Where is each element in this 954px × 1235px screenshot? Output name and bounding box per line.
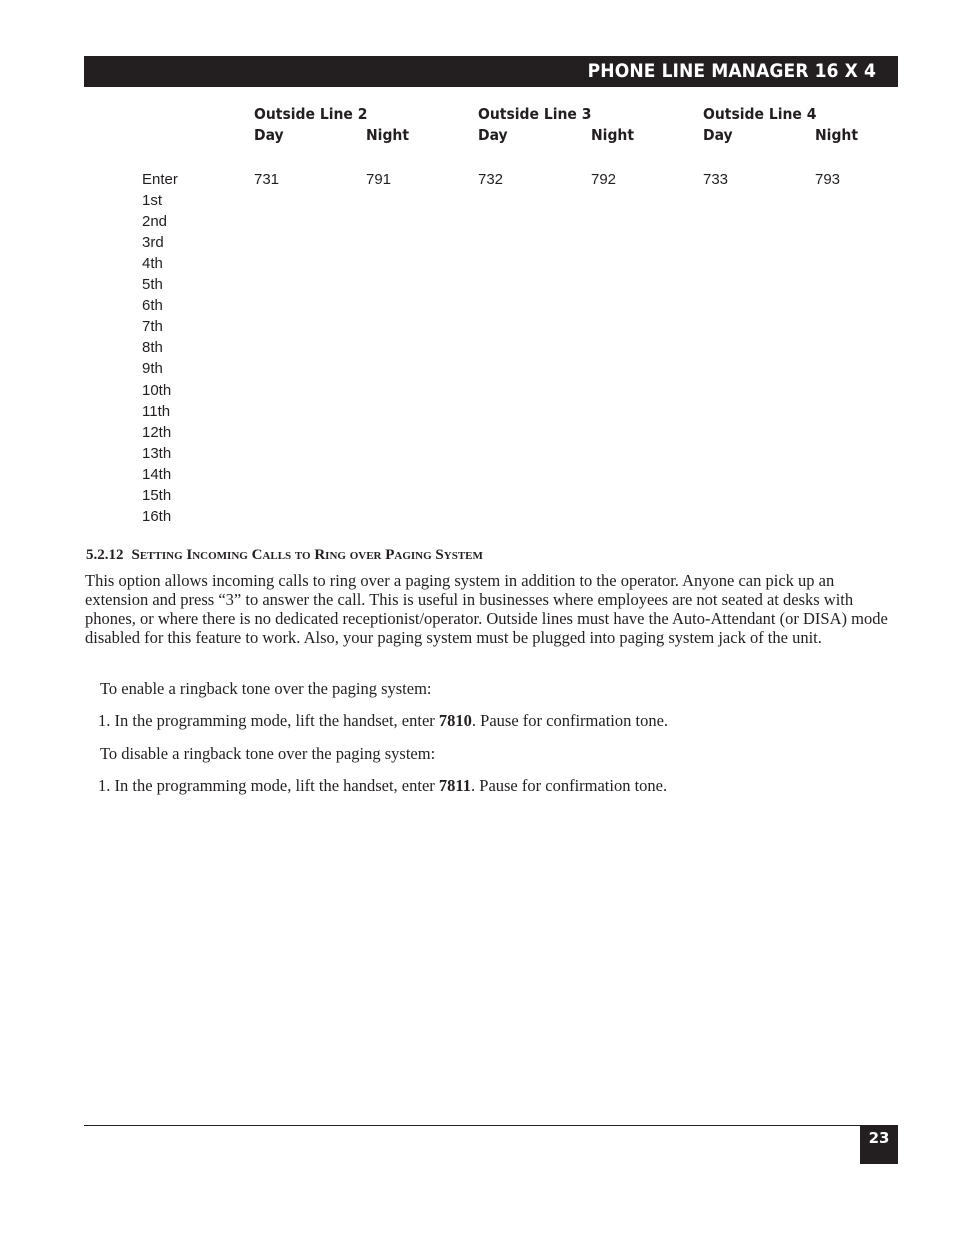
row-label: 5th bbox=[142, 276, 163, 293]
enable-step-prefix: 1. In the programming mode, lift the handset, enter bbox=[98, 711, 439, 730]
row-label: 9th bbox=[142, 360, 163, 377]
row-label: 13th bbox=[142, 445, 172, 462]
line-2-header: Outside Line 2 bbox=[254, 105, 368, 123]
line-3-day-header: Day bbox=[478, 126, 508, 144]
line-4-day-enter-code: 733 bbox=[703, 171, 729, 188]
line-4-night-header: Night bbox=[815, 126, 859, 144]
line-2-day-header: Day bbox=[254, 126, 284, 144]
section-paragraph: This option allows incoming calls to ring over a paging system in addition to the operator. Anyone can pick up an extension and press “3” to answer the call. This is useful in businesses where employees are not seated at desks with phones, or where there is no dedicated receptionist/operator. Outside lines must have the Auto-Attendant (or DISA) mode disabled for this feature to work. Also, your paging system must be plugged into paging system jack of the unit. bbox=[85, 571, 888, 647]
section-heading bbox=[86, 547, 483, 564]
disable-code: 7811 bbox=[438, 776, 472, 795]
line-3-header: Outside Line 3 bbox=[478, 105, 592, 123]
row-label: 3rd bbox=[142, 234, 164, 251]
row-label: 2nd bbox=[142, 213, 168, 230]
header-bar bbox=[84, 56, 898, 87]
line-4-header: Outside Line 4 bbox=[703, 105, 817, 123]
enable-step bbox=[98, 711, 668, 731]
disable-intro: To disable a ringback tone over the paging system: bbox=[100, 744, 436, 763]
section-title: Setting Incoming Calls to Ring over Paging System bbox=[131, 547, 483, 563]
disable-step-prefix: 1. In the programming mode, lift the handset, enter bbox=[98, 776, 439, 795]
footer-rule bbox=[84, 1125, 898, 1126]
line-2-night-header: Night bbox=[366, 126, 410, 144]
line-3-night-enter-code: 792 bbox=[591, 171, 617, 188]
disable-step-suffix: . Pause for confirmation tone. bbox=[471, 776, 668, 795]
enable-step-suffix: . Pause for confirmation tone. bbox=[471, 711, 669, 730]
row-label: 6th bbox=[142, 297, 163, 314]
page-number: 23 bbox=[868, 1129, 890, 1147]
page-number-box bbox=[860, 1125, 898, 1164]
enable-code: 7810 bbox=[438, 711, 472, 730]
section-number: 5.2.12 bbox=[86, 547, 124, 563]
row-label-enter: Enter bbox=[142, 171, 178, 188]
row-label: 4th bbox=[142, 255, 163, 272]
row-label: 12th bbox=[142, 424, 172, 441]
row-label: 7th bbox=[142, 318, 163, 335]
line-2-day-enter-code: 731 bbox=[254, 171, 280, 188]
line-3-day-enter-code: 732 bbox=[478, 171, 504, 188]
line-4-night-enter-code: 793 bbox=[815, 171, 841, 188]
row-label: 14th bbox=[142, 466, 172, 483]
line-4-day-header: Day bbox=[703, 126, 733, 144]
header-title: PHONE LINE MANAGER 16 X 4 bbox=[587, 60, 876, 82]
enable-intro: To enable a ringback tone over the paging system: bbox=[100, 679, 432, 698]
row-label: 15th bbox=[142, 487, 172, 504]
row-label: 10th bbox=[142, 382, 172, 399]
disable-step bbox=[98, 776, 667, 796]
line-2-night-enter-code: 791 bbox=[366, 171, 392, 188]
row-label: 16th bbox=[142, 508, 172, 525]
row-label: 8th bbox=[142, 339, 163, 356]
line-3-night-header: Night bbox=[591, 126, 635, 144]
row-label: 1st bbox=[142, 192, 163, 209]
row-label: 11th bbox=[142, 403, 171, 420]
